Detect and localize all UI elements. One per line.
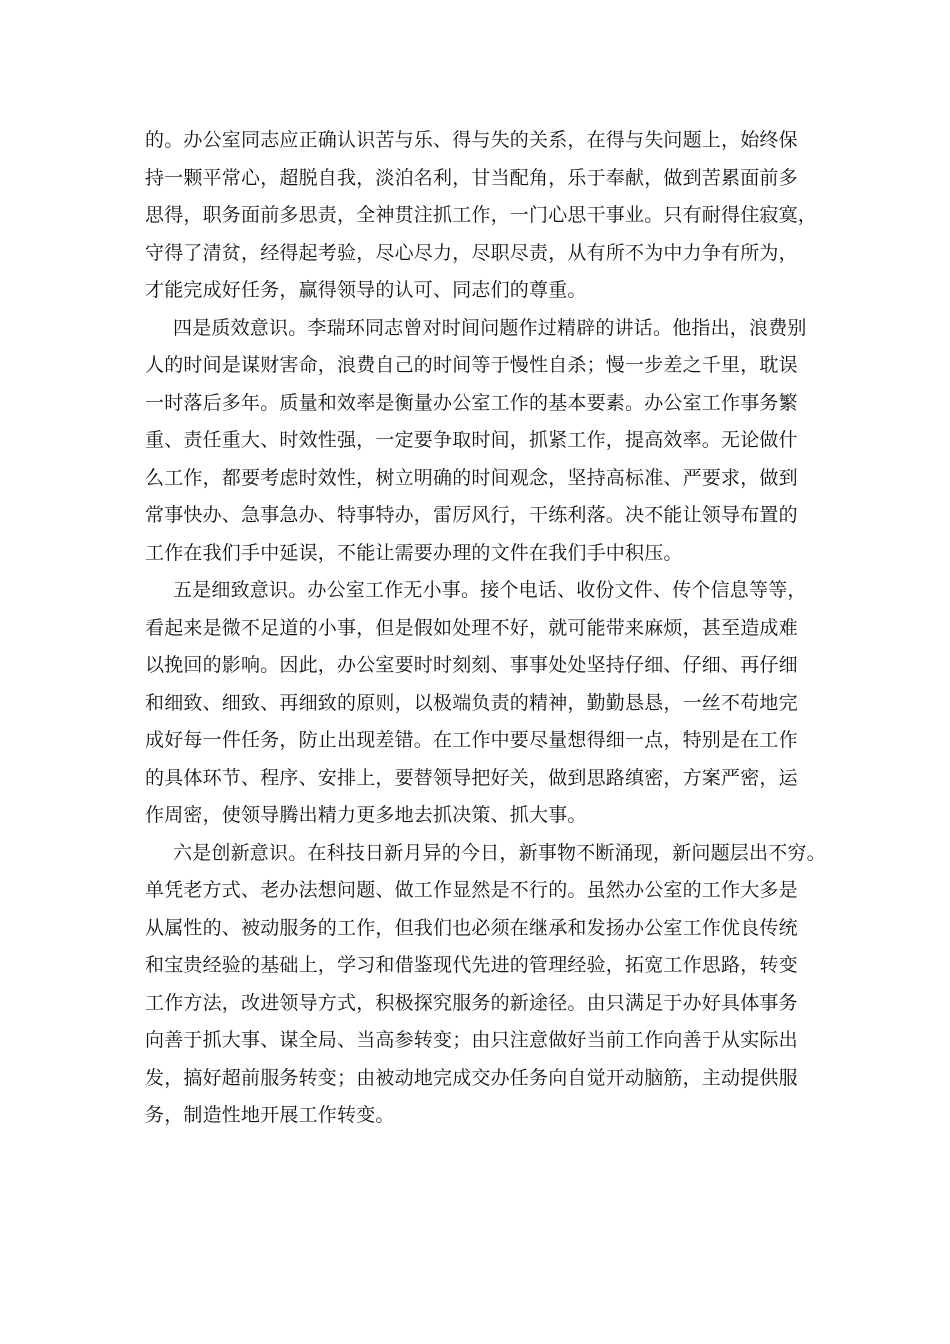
text-line: 和细致、细致、再细致的原则，以极端负责的精神，勤勤恳恳，一丝不苟地完 [145,691,798,714]
text-line: 的具体环节、程序、安排上，要替领导把好关，做到思路缜密，方案严密，运 [145,766,798,789]
text-line: 才能完成好任务，赢得领导的认可、同志们的尊重。 [145,279,587,301]
text-line: 持一颗平常心，超脱自我，淡泊名利，甘当配角，乐于奉献，做到苦累面前多 [145,166,798,189]
text-line: 人的时间是谋财害命，浪费自己的时间等于慢性自杀；慢一步差之千里，耽误 [145,354,798,376]
text-line: 作周密，使领导腾出精力更多地去抓决策、抓大事。 [145,804,587,826]
text-line: 六是创新意识。在科技日新月异的今日，新事物不断涌现，新问题层出不穷。 [173,841,826,864]
document-body [145,122,825,1135]
text-line: 重、责任重大、时效性强，一定要争取时间，抓紧工作，提高效率。无论做什 [145,429,798,451]
text-line: 思得，职务面前多思责，全神贯注抓工作，一门心思干事业。只有耐得住寂寞， [145,204,818,226]
text-line: 看起来是微不足道的小事，但是假如处理不好，就可能带来麻烦，甚至造成难 [145,616,798,639]
text-line: 单凭老方式、老办法想问题、做工作显然是不行的。虽然办公室的工作大多是 [145,879,798,901]
text-line: 的。办公室同志应正确认识苦与乐、得与失的关系，在得与失问题上，始终保 [145,129,798,151]
text-line: 向善于抓大事、谋全局、当高参转变；由只注意做好当前工作向善于从实际出 [145,1029,798,1051]
text-line: 四是质效意识。李瑞环同志曾对时间问题作过精辟的讲话。他指出，浪费别 [173,316,807,339]
text-line: 常事快办、急事急办、特事特办，雷厉风行，干练利落。决不能让领导布置的 [145,504,798,526]
text-line: 从属性的、被动服务的工作，但我们也必须在继承和发扬办公室工作优良传统 [145,916,798,939]
text-line: 守得了清贫，经得起考验，尽心尽力，尽职尽责，从有所不为中力争有所为， [145,241,798,264]
text-line: 五是细致意识。办公室工作无小事。接个电话、收份文件、传个信息等等， [173,579,807,601]
text-line: 以挽回的影响。因此，办公室要时时刻刻、事事处处坚持仔细、仔细、再仔细 [145,654,798,676]
text-line: 发，搞好超前服务转变；由被动地完成交办任务向自觉开动脑筋，主动提供服 [145,1066,798,1089]
text-line: 和宝贵经验的基础上，学习和借鉴现代先进的管理经验，拓宽工作思路，转变 [145,954,798,976]
text-line: 工作方法，改进领导方式，积极探究服务的新途径。由只满足于办好具体事务 [145,991,798,1014]
text-line: 工作在我们手中延误，不能让需要办理的文件在我们手中积压。 [145,541,683,564]
text-line: 么工作，都要考虑时效性，树立明确的时间观念，坚持高标准、严要求，做到 [145,466,798,489]
text-line: 成好每一件任务，防止出现差错。在工作中要尽量想得细一点，特别是在工作 [145,729,798,751]
text-line: 务，制造性地开展工作转变。 [145,1104,395,1126]
text-line: 一时落后多年。质量和效率是衡量办公室工作的基本要素。办公室工作事务繁 [145,391,798,414]
